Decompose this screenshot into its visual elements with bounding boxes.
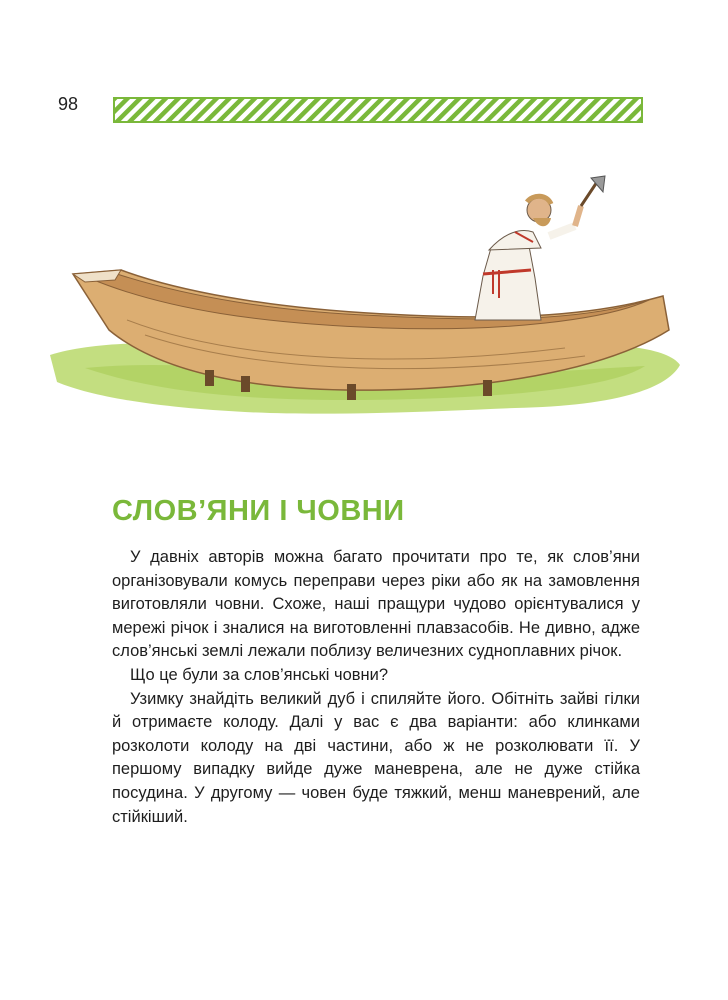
page-number: 98 <box>58 94 79 114</box>
boat-illustration <box>45 170 685 440</box>
paragraph: Узимку знайдіть великий дуб і спиляйте його. Обітніть зайві гілки й отримаєте колоду. Далі у вас є два варіанти: або клинками розколоти колоду на дві частини, або ж не розколювати її. У першому випадку вийде дуже маневрена, але не дуже стійка посудина. У другому — човен буде тяжкий, менш маневрений, але стійкіший. <box>112 689 640 826</box>
header-stripe-band <box>113 97 643 123</box>
article-title: СЛОВ’ЯНИ І ЧОВНИ <box>112 495 405 527</box>
paragraph: У давніх авторів можна багато прочитати про те, як слов’яни організовували комусь переправи через ріки або як на замовлення виготовляли човни. Схоже, наші пращури чудово орієнтувалися у мережі річок і зналися на виготовленні плавзасобів. Не дивно, адже слов’янські землі лежали поблизу величезних судноплавних річок. <box>112 548 640 661</box>
man-figure <box>475 176 605 320</box>
article-body <box>112 546 640 829</box>
paragraph: Що це були за слов’янські човни? <box>130 665 389 684</box>
